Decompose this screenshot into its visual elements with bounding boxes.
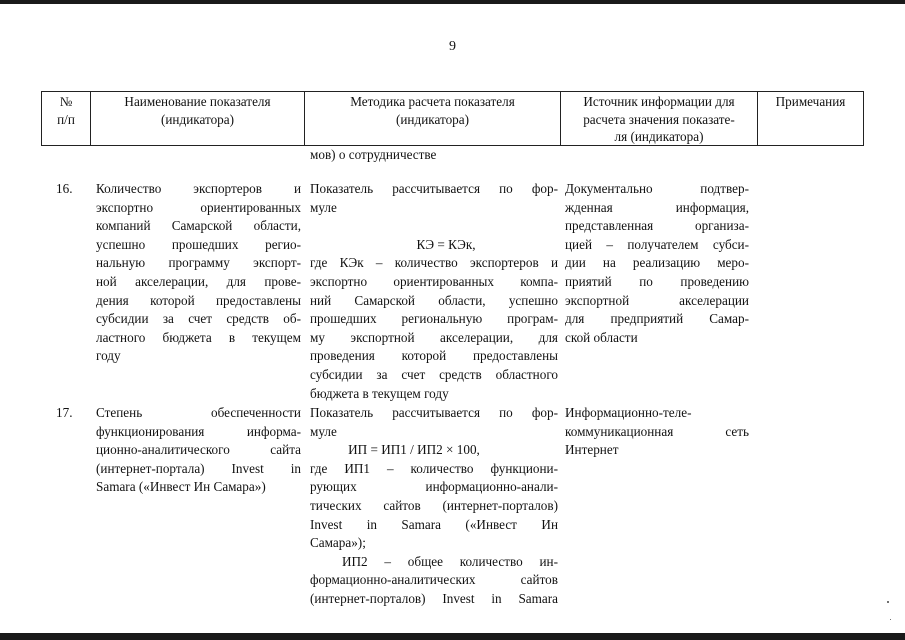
continuation-text bbox=[310, 146, 558, 165]
row-16-method-line: Показатель рассчитывается по фор- bbox=[310, 181, 558, 196]
row-17-method-line: где ИП1 – количество функциони- bbox=[310, 460, 558, 476]
row-16-source-line: представленная организа- bbox=[565, 218, 749, 234]
header-source-line-3: ля (индикатора) bbox=[614, 129, 704, 145]
row-16-method-line: проведения которой предоставлены bbox=[310, 348, 558, 364]
row-16-source-line: цией – получателем субси- bbox=[565, 236, 749, 252]
row-17-source-line: Информационно-теле- bbox=[565, 405, 692, 420]
row-16-source-line: экспортной акселерации bbox=[565, 292, 749, 308]
header-method-line-1: Методика расчета показателя bbox=[350, 94, 515, 109]
row-16-method-line: муле bbox=[310, 199, 337, 215]
row-17-method-line: (интернет-порталов) Invest in Samara bbox=[310, 590, 558, 606]
row-17-method-line: Самара»); bbox=[310, 535, 366, 551]
header-source-line-1: Источник информации для bbox=[583, 94, 735, 109]
row-16-number-text: 16. bbox=[56, 181, 73, 196]
table-right-border bbox=[863, 91, 864, 146]
row-17-method-line: Показатель рассчитывается по фор- bbox=[310, 405, 558, 420]
row-16-formula: КЭ = КЭк, bbox=[416, 236, 476, 252]
row-16-source-line: жденная информация, bbox=[565, 199, 749, 215]
header-name-line-2: (индикатора) bbox=[160, 111, 234, 127]
row-16-name-line: ной акселерации, для прове- bbox=[96, 273, 301, 289]
row-16-name-line: ластного бюджета в текущем bbox=[96, 329, 301, 345]
row-17-number-text: 17. bbox=[56, 405, 73, 420]
row-16-method-line: ний Самарской области, успешно bbox=[310, 292, 558, 308]
row-17-name-line: (интернет-портала) Invest in bbox=[96, 460, 301, 476]
header-number bbox=[42, 93, 90, 128]
header-notes-line-1: Примечания bbox=[775, 94, 846, 109]
header-number-line-1: № bbox=[59, 94, 73, 109]
scan-edge-bottom bbox=[0, 633, 905, 640]
row-17-source-line: Интернет bbox=[565, 442, 619, 458]
row-17-formula: ИП = ИП1 / ИП2 × 100, bbox=[348, 442, 480, 458]
row-17-number bbox=[56, 404, 86, 423]
row-17-method-line: формационно-аналитических сайтов bbox=[310, 572, 558, 588]
header-number-line-2: п/п bbox=[57, 111, 75, 127]
row-17-source bbox=[565, 404, 749, 460]
header-name-line-1: Наименование показателя bbox=[124, 94, 271, 109]
row-16-source bbox=[565, 180, 749, 347]
row-16-name-line: экспортно ориентированных bbox=[96, 199, 301, 215]
row-16-name-line: нальную программу экспорт- bbox=[96, 255, 301, 271]
row-16-name-line: успешно прошедших регио- bbox=[96, 236, 301, 252]
row-16-method-line bbox=[310, 217, 558, 236]
row-17-source-line: коммуникационная сеть bbox=[565, 423, 749, 439]
header-method-line-2: (индикатора) bbox=[395, 111, 469, 127]
row-17-method-line: ИП2 – общее количество ин- bbox=[342, 553, 558, 569]
header-indicator-name bbox=[91, 93, 304, 128]
row-17-indicator-name bbox=[96, 404, 301, 497]
row-17-name-line: функционирования информа- bbox=[96, 423, 301, 439]
row-16-source-line: для предприятий Самар- bbox=[565, 311, 749, 327]
continuation-line: мов) о сотрудничестве bbox=[310, 147, 437, 162]
row-16-source-line: приятий по проведению bbox=[565, 273, 749, 289]
row-16-method bbox=[310, 180, 558, 403]
row-16-source-line: дии на реализацию меро- bbox=[565, 255, 749, 271]
row-17-name-line: Степень обеспеченности bbox=[96, 405, 301, 420]
row-17-method-line: тических сайтов (интернет-порталов) bbox=[310, 497, 558, 513]
row-16-method-line: экспортно ориентированных компа- bbox=[310, 273, 558, 289]
row-16-method-line: где КЭк – количество экспортеров и bbox=[310, 255, 558, 271]
row-16-name-line: дения которой предоставлены bbox=[96, 292, 301, 308]
scan-speck bbox=[890, 619, 891, 620]
table-top-border bbox=[41, 91, 864, 92]
header-notes bbox=[758, 93, 863, 111]
row-16-source-line: ской области bbox=[565, 329, 638, 345]
row-16-method-line: прошедших региональную програм- bbox=[310, 311, 558, 327]
row-17-name-line: Samara («Инвест Ин Самара») bbox=[96, 479, 266, 495]
row-16-name-line: субсидии за счет средств об- bbox=[96, 311, 301, 327]
row-16-indicator-name bbox=[96, 180, 301, 366]
row-16-name-line: Количество экспортеров и bbox=[96, 181, 301, 196]
row-17-method-line: рующих информационно-анали- bbox=[310, 479, 558, 495]
scan-speck bbox=[887, 601, 889, 603]
row-16-method-line: субсидии за счет средств областного bbox=[310, 366, 558, 382]
row-17-method bbox=[310, 404, 558, 609]
header-source bbox=[561, 93, 757, 146]
scan-edge-top bbox=[0, 0, 905, 4]
row-16-number bbox=[56, 180, 86, 199]
row-16-name-line: компаний Самарской области, bbox=[96, 218, 301, 234]
header-method bbox=[305, 93, 560, 128]
header-source-line-2: расчета значения показате- bbox=[583, 111, 735, 127]
row-16-method-line: бюджета в текущем году bbox=[310, 385, 449, 401]
row-17-method-line: Invest in Samara («Инвест Ин bbox=[310, 516, 558, 532]
row-17-method-line: муле bbox=[310, 423, 337, 439]
row-16-method-line: му экспортной акселерации, для bbox=[310, 329, 558, 345]
row-16-source-line: Документально подтвер- bbox=[565, 181, 749, 196]
row-17-name-line: ционно-аналитического сайта bbox=[96, 442, 301, 458]
row-16-name-line: году bbox=[96, 348, 121, 364]
page-number: 9 bbox=[449, 39, 456, 54]
